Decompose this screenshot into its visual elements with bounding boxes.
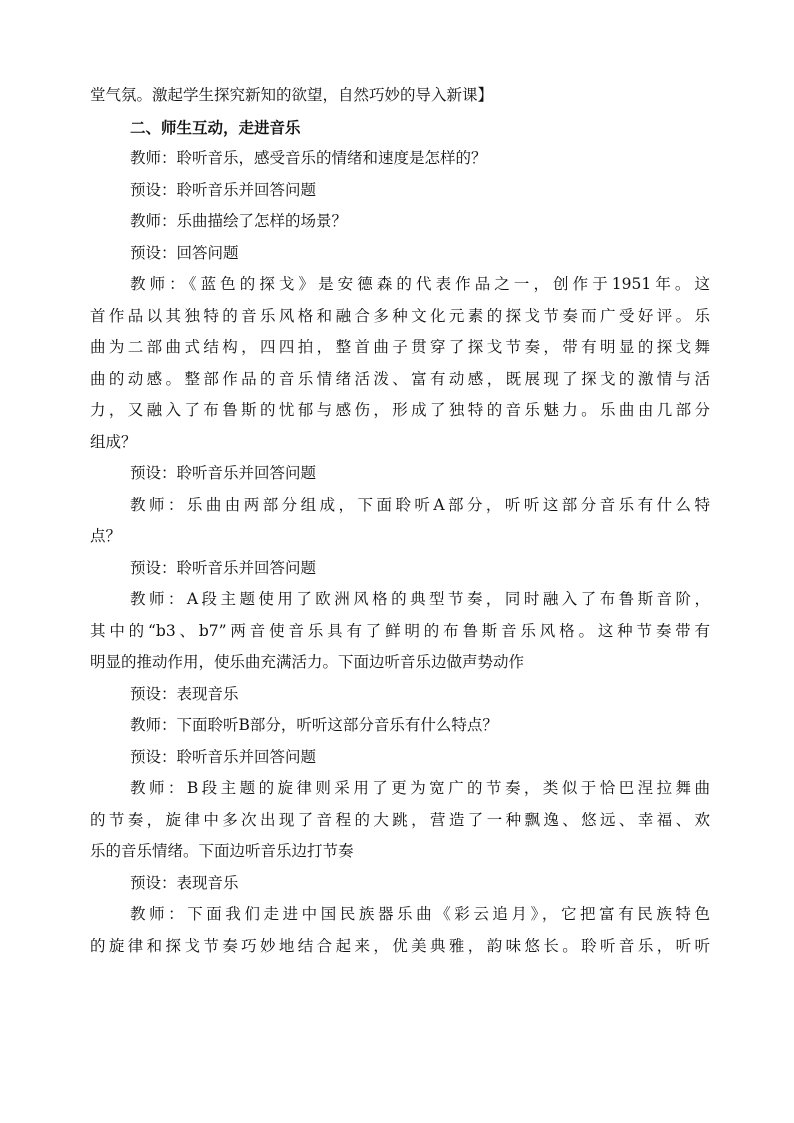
- text-line: 教师：下面我们走进中国民族器乐曲《彩云追月》，它把富有民族特色: [130, 905, 710, 923]
- document-body: [90, 80, 710, 962]
- text-line: 乐的音乐情绪。下面边听音乐边打节奏: [90, 842, 354, 860]
- text-line: 预设：表现音乐: [130, 873, 239, 892]
- text-line: 预设：聆听音乐并回答问题: [130, 747, 317, 766]
- text-line: 教师：乐曲由两部分组成，下面聆听A部分，听听这部分音乐有什么特: [130, 495, 710, 514]
- text-line: 明显的推动作用，使乐曲充满活力。下面边听音乐边做声势动作: [90, 653, 525, 671]
- text-line: 曲为二部曲式结构，四四拍，整首曲子贯穿了探戈节奏，带有明显的探戈舞: [90, 338, 710, 356]
- text-line: 教师：下面聆听B部分，听听这部分音乐有什么特点？: [130, 716, 498, 734]
- text-line: 的旋律和探戈节奏巧妙地结合起来，优美典雅，韵味悠长。聆听音乐，听听: [90, 936, 710, 955]
- text-line: 力，又融入了布鲁斯的忧郁与感伤，形成了独特的音乐魅力。乐曲由几部分: [90, 401, 710, 419]
- text-line: 首作品以其独特的音乐风格和融合多种文化元素的探戈节奏而广受好评。乐: [90, 306, 710, 325]
- text-line: 点？: [90, 527, 122, 545]
- text-line: 预设：聆听音乐并回答问题: [130, 180, 317, 199]
- text-line: 教师：B段主题的旋律则采用了更为宽广的节奏，类似于恰巴涅拉舞曲: [130, 779, 710, 797]
- text-line: 曲的动感。整部作品的音乐情绪活泼、富有动感，既展现了探戈的激情与活: [90, 369, 710, 388]
- text-line: 教师：乐曲描绘了怎样的场景？: [130, 212, 348, 230]
- text-line: 预设：表现音乐: [130, 684, 239, 703]
- section-heading: 二、师生互动，走进音乐: [130, 117, 301, 137]
- text-line: 预设：聆听音乐并回答问题: [130, 464, 317, 482]
- text-line: 堂气氛。激起学生探究新知的欲望，自然巧妙的导入新课】: [90, 86, 494, 104]
- text-line: 教师：《蓝色的探戈》是安德森的代表作品之一，创作于1951年。这: [130, 275, 710, 293]
- text-line: 其中的“b3、b7”两音使音乐具有了鲜明的布鲁斯音乐风格。这种节奏带有: [90, 621, 710, 640]
- text-line: 教师：聆听音乐，感受音乐的情绪和速度是怎样的？: [130, 149, 487, 167]
- text-line: 组成？: [90, 432, 137, 451]
- text-line: 预设：聆听音乐并回答问题: [130, 558, 317, 577]
- text-line: 的节奏，旋律中多次出现了音程的大跳，营造了一种飘逸、悠远、幸福、欢: [90, 810, 710, 829]
- text-line: 教师：A段主题使用了欧洲风格的典型节奏，同时融入了布鲁斯音阶，: [130, 590, 710, 608]
- text-line: 预设：回答问题: [130, 243, 239, 262]
